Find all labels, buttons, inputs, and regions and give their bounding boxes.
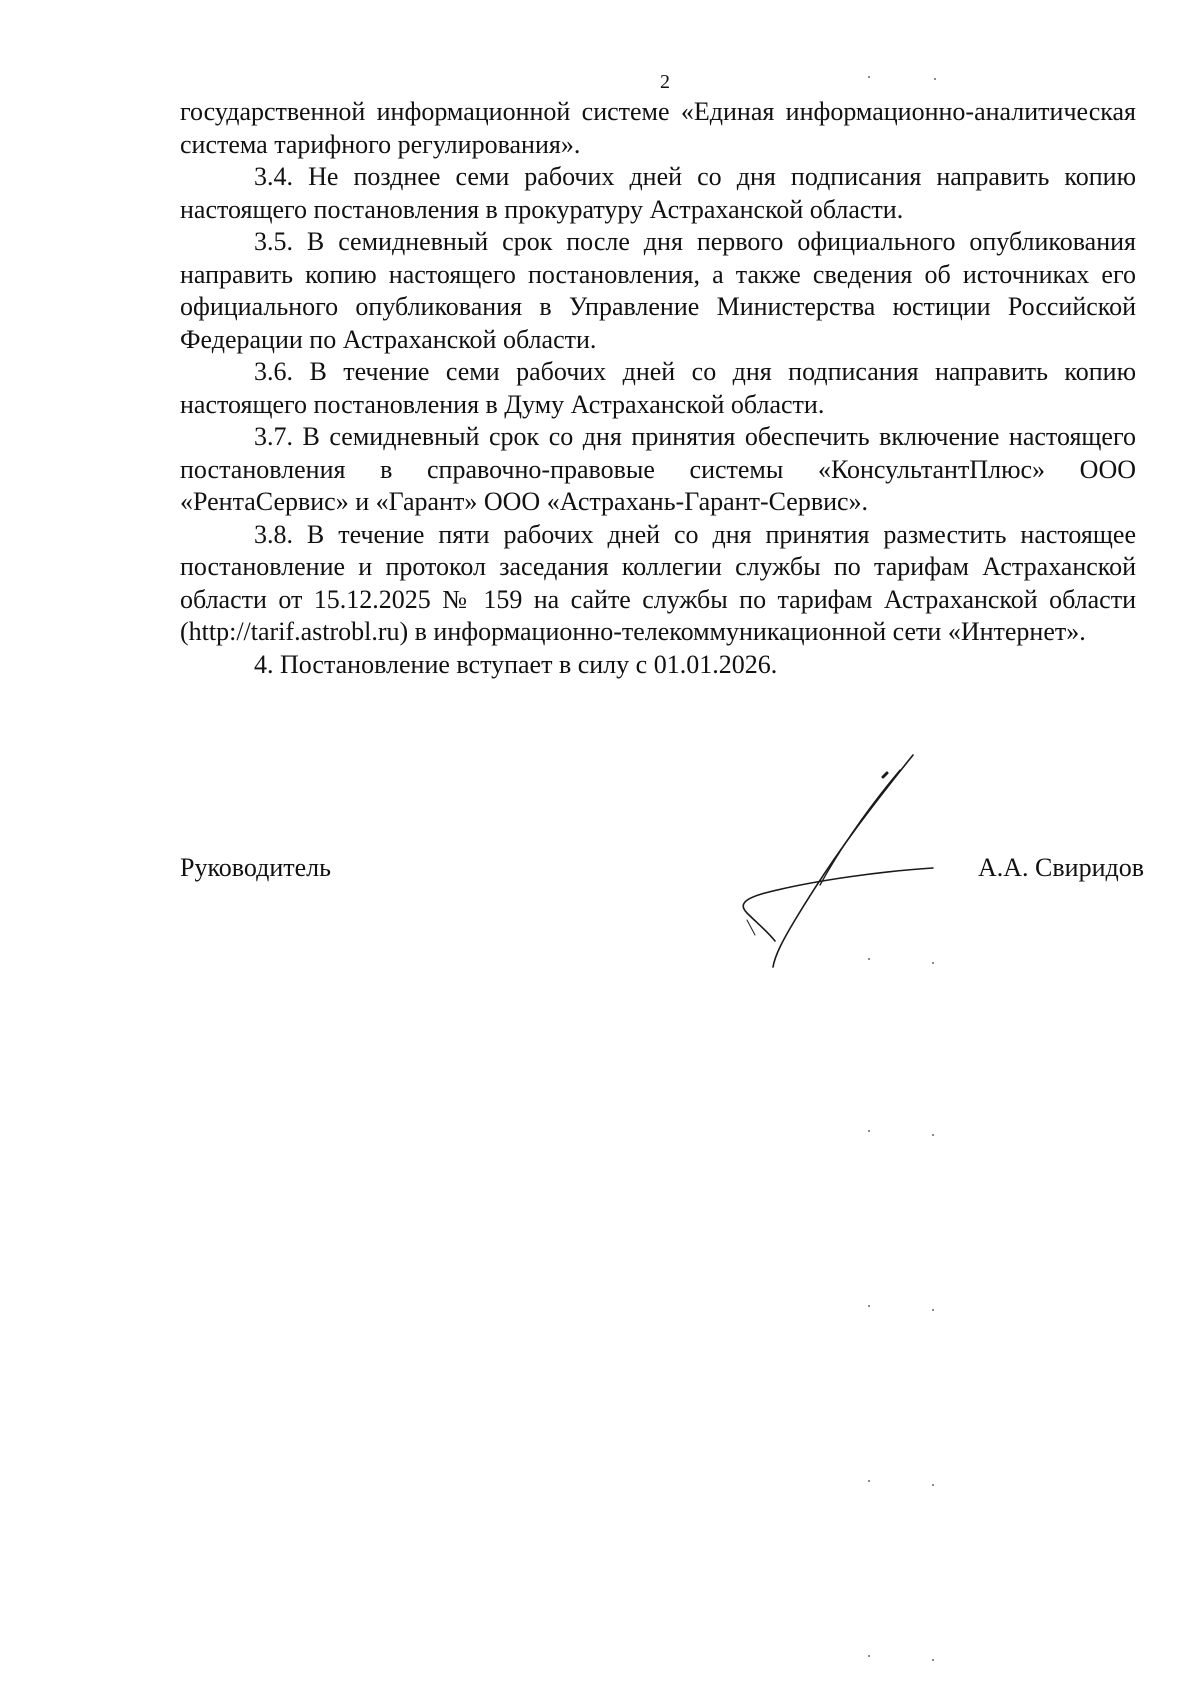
scan-speck bbox=[868, 1480, 870, 1482]
paragraph-3-5: 3.5. В семидневный срок после дня первого официального опубликования направить копию настоящего постановления, а также сведения об источниках его официального опубликования в Управление Министерства юстиции Российской Федерации по Астраханской области. bbox=[180, 227, 1136, 354]
scan-speck bbox=[868, 1305, 870, 1307]
paragraph-3-6: 3.6. В течение семи рабочих дней со дня подписания направить копию настоящего постановления в Думу Астраханской области. bbox=[180, 357, 1136, 419]
page-number: 2 bbox=[660, 71, 670, 93]
scan-speck bbox=[934, 78, 936, 80]
paragraph-3-8: 3.8. В течение пяти рабочих дней со дня принятия разместить настоящее постановление и протокол заседания коллегии службы по тарифам Астраханской области от 15.12.2025 № 159 на сайте службы по тарифам Астраханской области (http://tarif.astrobl.ru) в информационно-телекоммуникационной сети «Интернет». bbox=[180, 519, 1136, 646]
scan-speck bbox=[932, 1659, 934, 1661]
scan-speck bbox=[932, 962, 934, 964]
paragraph-4: 4. Постановление вступает в силу с 01.01.2026. bbox=[254, 649, 778, 679]
signatory-title: Руководитель bbox=[180, 853, 331, 882]
scan-speck bbox=[932, 1309, 934, 1311]
scan-speck bbox=[868, 1655, 870, 1657]
scan-speck bbox=[932, 1134, 934, 1136]
scan-speck bbox=[868, 1130, 870, 1132]
document-body bbox=[180, 96, 1136, 681]
signatory-name: А.А. Свиридов bbox=[977, 853, 1144, 882]
paragraph-3-3-continuation: государственной информационной системе «Единая информационно-аналитическая система тарифного регулирования». bbox=[180, 97, 1136, 159]
scan-speck bbox=[932, 1484, 934, 1486]
scan-speck bbox=[868, 958, 870, 960]
paragraph-3-7: 3.7. В семидневный срок со дня принятия обеспечить включение настоящего постановления в справочно-правовые системы «КонсультантПлюс» ООО «РентаСервис» и «Гарант» ООО «Астрахань-Гарант-Сервис». bbox=[180, 422, 1136, 516]
handwritten-signature-icon bbox=[735, 745, 955, 995]
paragraph-3-4: 3.4. Не позднее семи рабочих дней со дня подписания направить копию настоящего постановления в прокуратуру Астраханской области. bbox=[180, 162, 1136, 224]
scan-speck bbox=[868, 76, 870, 78]
